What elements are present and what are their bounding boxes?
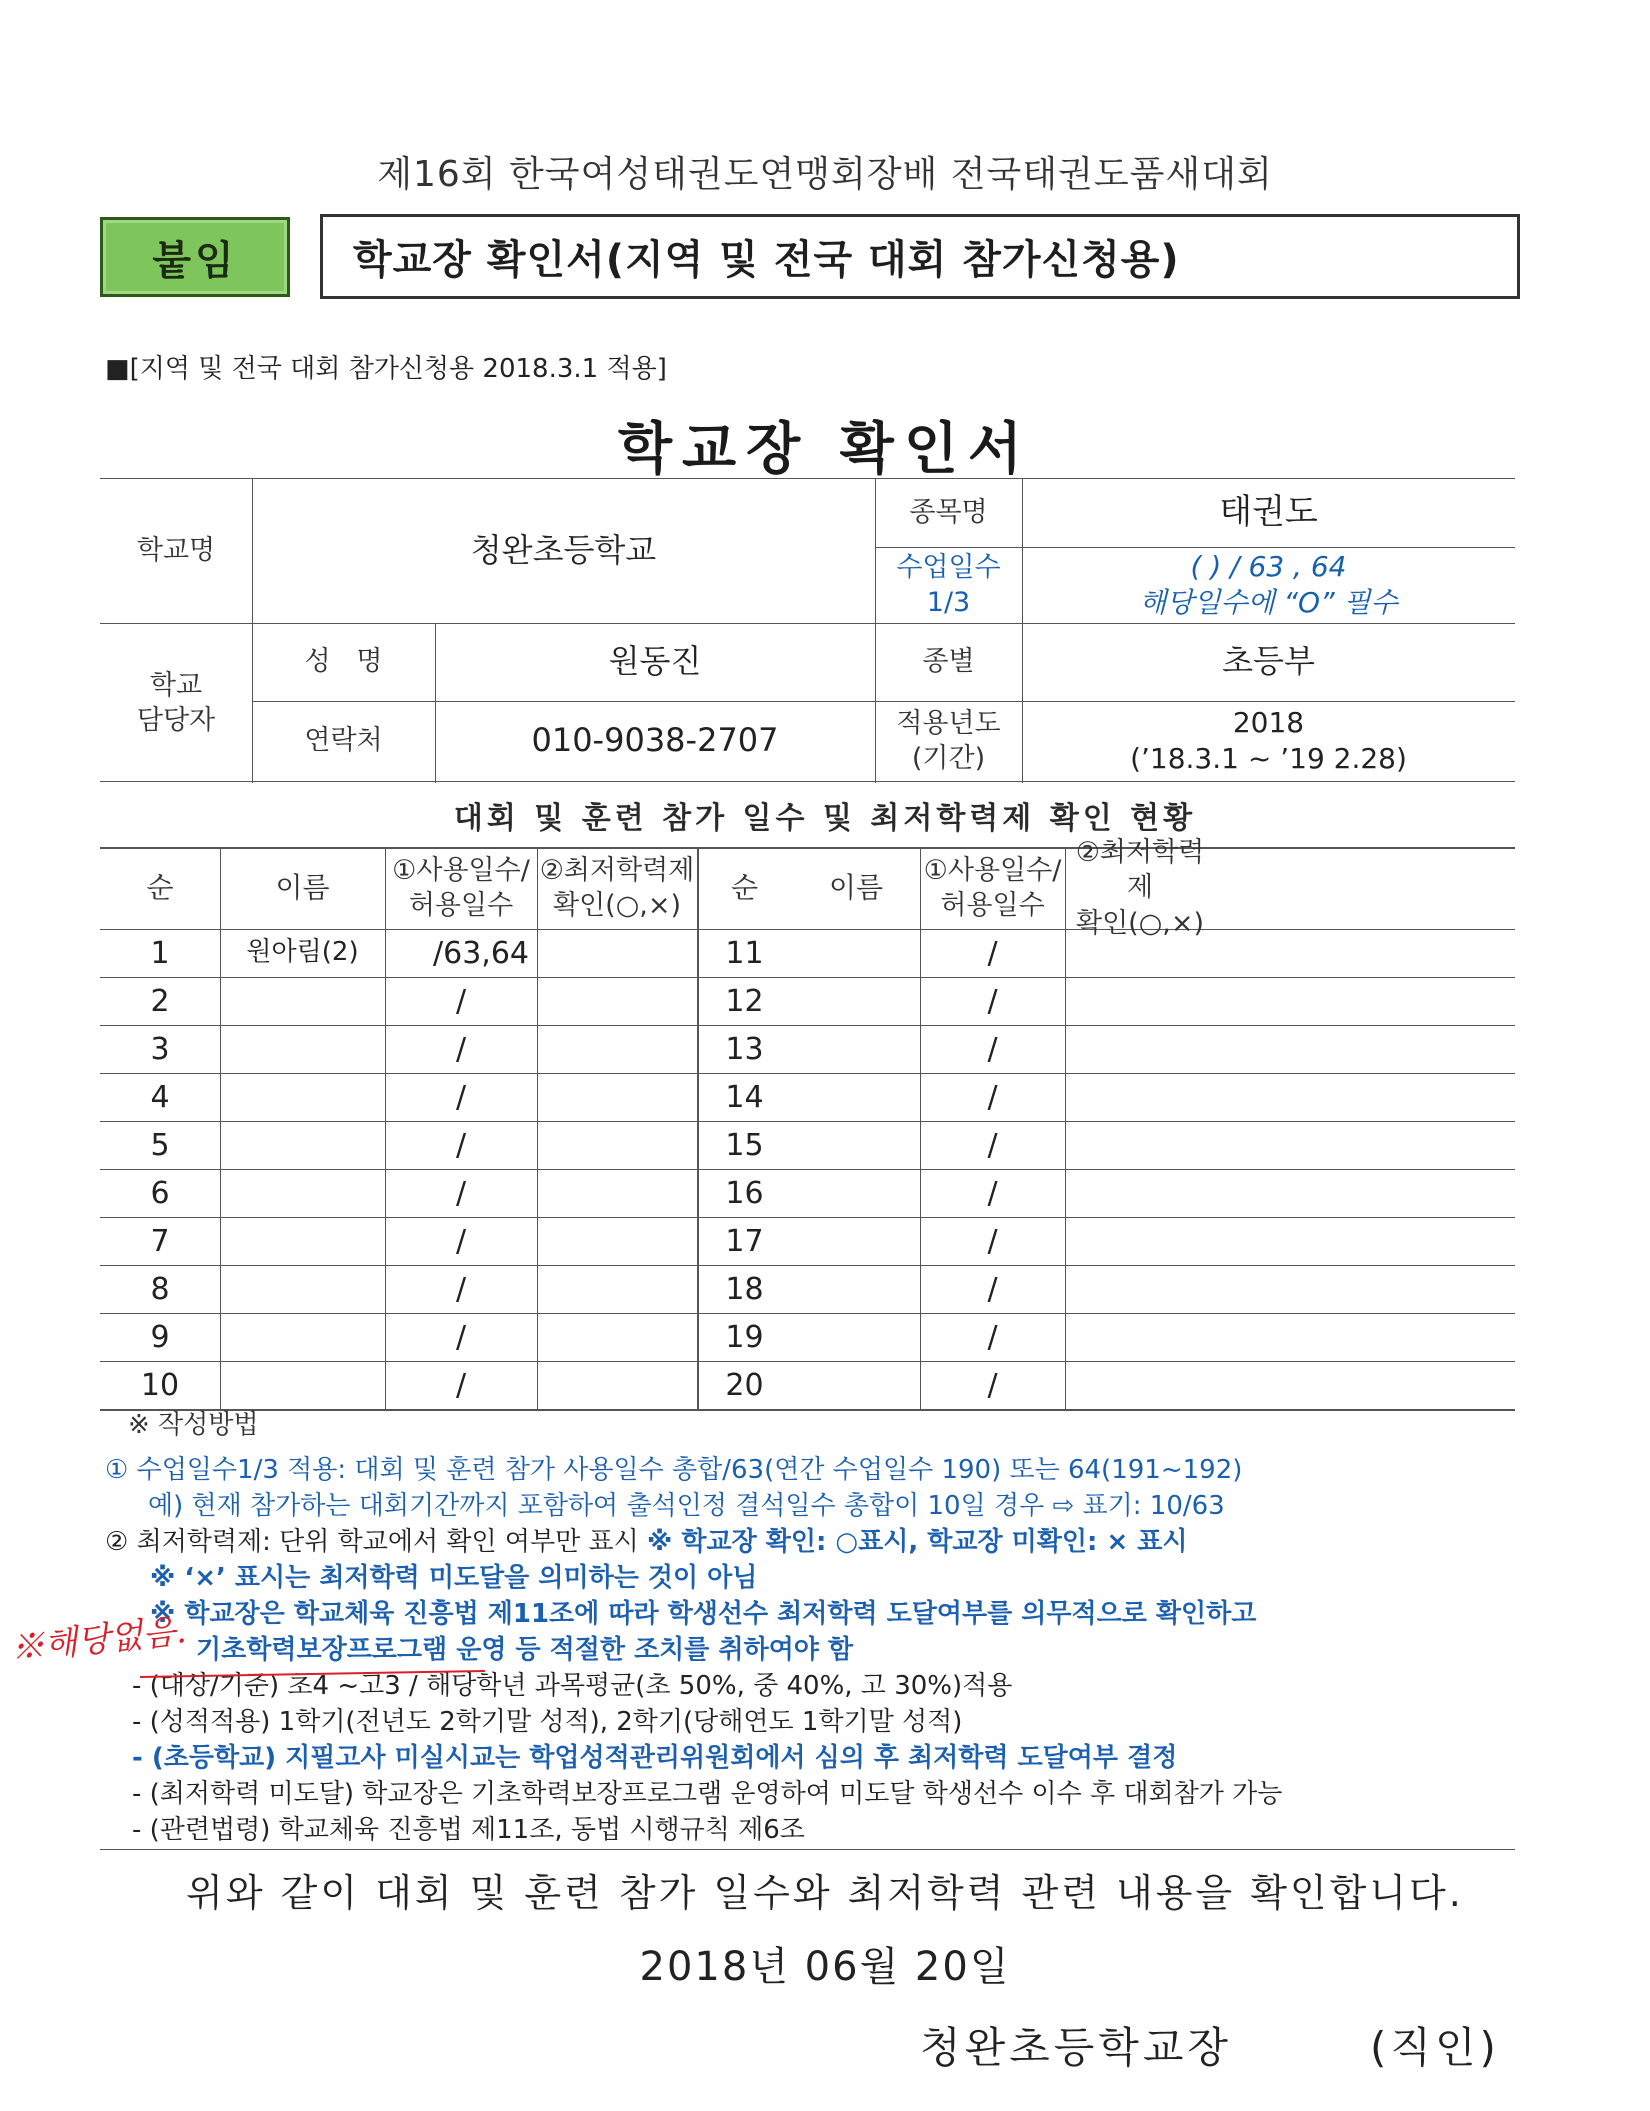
header-days-left-line1: ①사용일수/ — [392, 854, 530, 886]
right-row-4-no: 14 — [725, 1079, 764, 1115]
left-row-10-days: / — [455, 1367, 467, 1403]
detail-2: - (성적적용) 1학기(전년도 2학기말 성적), 2학기(당해연도 1학기말 성적) — [132, 1707, 963, 1737]
contact-label: 연락처 — [304, 725, 383, 757]
right-row-8-name — [792, 1265, 920, 1313]
left-row-10-check — [537, 1361, 697, 1409]
right-row-5-no: 15 — [725, 1127, 764, 1163]
left-row-8-no: 8 — [150, 1271, 170, 1307]
event-label: 종목명 — [909, 496, 988, 528]
right-row-2-no: 12 — [725, 983, 764, 1019]
year-label-line1: 적용년도 — [896, 707, 1001, 739]
left-row-4-days: / — [455, 1079, 467, 1115]
right-row-8-days: / — [987, 1271, 998, 1307]
detail-3: - (초등학교) 지필고사 미실시교는 학업성적관리위원회에서 심의 후 최저학력 도달여부 결정 — [132, 1743, 1178, 1773]
right-row-3-no: 13 — [725, 1031, 764, 1067]
left-row-4-no: 4 — [150, 1079, 170, 1115]
note-2a-prefix: ② 최저학력제: 단위 학교에서 확인 여부만 표시 — [105, 1527, 648, 1557]
year-label — [875, 701, 1022, 781]
right-row-7-name — [792, 1217, 920, 1265]
header-name-right: 이름 — [828, 870, 884, 904]
note-2c: ※ 학교장은 학교체육 진흥법 제11조에 따라 학생선수 최저학력 도달여부를 의무적으로 확인하고 — [150, 1599, 1257, 1629]
left-row-3-no: 3 — [150, 1031, 170, 1067]
right-row-7-days: / — [987, 1223, 998, 1259]
left-row-3-check — [537, 1025, 697, 1073]
right-row-7-no: 17 — [725, 1223, 764, 1259]
manager-label-line1: 학교 — [149, 669, 203, 701]
header-no-left: 순 — [146, 870, 174, 904]
contest-title: 제16회 한국여성태권도연맹회장배 전국태권도품새대회 — [377, 154, 1273, 195]
header-days-left-line2: 허용일수 — [408, 890, 514, 921]
note-2a-bold: ※ 학교장 확인: ○표시, 학교장 미확인: × 표시 — [647, 1527, 1188, 1557]
year-value-line1: 2018 — [1232, 705, 1305, 739]
right-row-9-days: / — [987, 1319, 998, 1355]
left-row-6-days: / — [455, 1175, 467, 1211]
right-row-2-name — [792, 977, 920, 1025]
right-row-3-check — [1065, 1025, 1215, 1073]
left-row-7-days: / — [455, 1223, 467, 1259]
right-row-1-no: 11 — [725, 935, 764, 971]
right-row-8-check — [1065, 1265, 1215, 1313]
left-row-4-check — [537, 1073, 697, 1121]
left-row-9-check — [537, 1313, 697, 1361]
left-row-8-name — [220, 1265, 385, 1313]
manager-label-line2: 담당자 — [136, 705, 216, 736]
manager-label — [100, 623, 252, 783]
document-title: 학교장 확인서 — [617, 417, 1033, 482]
left-row-4-name — [220, 1073, 385, 1121]
detail-5: - (관련법령) 학교체육 진흥법 제11조, 동법 시행규칙 제6조 — [132, 1815, 805, 1845]
note-2d: 기초학력보장프로그램 운영 등 적절한 조치를 취하여야 함 — [196, 1635, 854, 1665]
class-days-value-line2: 해당일수에 “O” 필수 — [1139, 586, 1398, 619]
header-no-right: 순 — [730, 870, 759, 904]
right-row-7-check — [1065, 1217, 1215, 1265]
right-row-5-name — [792, 1121, 920, 1169]
header-check-left — [537, 847, 697, 929]
right-row-6-check — [1065, 1169, 1215, 1217]
participants-table — [100, 837, 1515, 1410]
detail-4: - (최저학력 미도달) 학교장은 기초학력보장프로그램 운영하여 미도달 학생선수 이수 후 대회참가 가능 — [132, 1779, 1283, 1809]
left-row-1-days: /63,64 — [433, 935, 529, 971]
left-row-1-name: 원아림(2) — [246, 937, 359, 968]
right-row-9-name — [792, 1313, 920, 1361]
right-row-10-no: 20 — [725, 1367, 764, 1403]
left-row-5-days: / — [455, 1127, 467, 1163]
right-row-4-days: / — [987, 1079, 998, 1115]
right-row-3-name — [792, 1025, 920, 1073]
event-value: 태권도 — [1219, 492, 1318, 533]
right-row-2-days: / — [987, 983, 998, 1019]
left-row-2-no: 2 — [150, 983, 170, 1019]
right-row-4-check — [1065, 1073, 1215, 1121]
header-days-right-line2: 허용일수 — [940, 890, 1045, 921]
left-row-9-no: 9 — [150, 1319, 170, 1355]
class-days-value-line1: ( ) / 63 , 64 — [1190, 549, 1347, 583]
right-row-8-no: 18 — [725, 1271, 764, 1307]
right-row-5-days: / — [987, 1127, 998, 1163]
right-row-1-name — [792, 929, 920, 977]
notes-heading: ※ 작성방법 — [128, 1410, 259, 1440]
right-row-9-no: 19 — [725, 1319, 764, 1355]
header-check-left-line1: ②최저학력제 — [539, 854, 695, 886]
division-value: 초등부 — [1222, 642, 1315, 681]
left-row-7-no: 7 — [150, 1223, 170, 1259]
section-title: 대회 및 훈련 참가 일수 및 최저학력제 확인 현황 — [453, 801, 1197, 836]
right-row-2-check — [1065, 977, 1215, 1025]
left-row-10-name — [220, 1361, 385, 1409]
left-row-6-name — [220, 1169, 385, 1217]
class-days-label-line2: 1/3 — [926, 587, 971, 618]
header-name-left: 이름 — [275, 870, 330, 904]
class-days-label — [875, 547, 1022, 623]
school-name: 청완초등학교 — [470, 530, 657, 569]
info-table — [100, 478, 1515, 783]
right-row-10-name — [792, 1361, 920, 1409]
left-row-7-name — [220, 1217, 385, 1265]
left-row-10-no: 10 — [140, 1367, 180, 1403]
apply-note: ■[지역 및 전국 대회 참가신청용 2018.3.1 적용] — [105, 354, 667, 384]
header-check-right-line1: ②최저학력제 — [1075, 837, 1205, 904]
right-row-1-days: / — [987, 935, 998, 971]
handwritten-mark: ※해당없음. — [8, 1610, 189, 1670]
left-row-9-days: / — [455, 1319, 467, 1355]
right-row-3-days: / — [987, 1031, 998, 1067]
year-label-line2: (기간) — [911, 743, 986, 774]
left-row-9-name — [220, 1313, 385, 1361]
class-days-label-line1: 수업일수 — [896, 551, 1001, 583]
attachment-badge: 붙임 — [100, 217, 290, 297]
school-label: 학교명 — [136, 534, 216, 566]
header-check-right-line2: 확인(○,×) — [1076, 907, 1204, 939]
left-row-2-name — [220, 977, 385, 1025]
left-row-5-name — [220, 1121, 385, 1169]
header-days-right — [920, 847, 1065, 929]
left-row-2-check — [537, 977, 697, 1025]
year-value — [1022, 701, 1515, 781]
right-row-4-name — [792, 1073, 920, 1121]
detail-1: - (대상/기준) 초4 ~고3 / 해당학년 과목평균(초 50%, 중 40%, 고 30%)적용 — [132, 1671, 1013, 1701]
right-row-10-check — [1065, 1361, 1215, 1409]
left-row-1-check — [537, 929, 697, 977]
right-row-6-name — [792, 1169, 920, 1217]
confirm-date: 2018년 06월 20일 — [639, 1944, 1011, 1990]
year-value-line2: (’18.3.1 ~ ’19 2.28) — [1130, 742, 1407, 775]
header-check-right — [1065, 837, 1215, 939]
division-label: 종별 — [922, 646, 975, 678]
right-row-6-no: 16 — [725, 1175, 764, 1211]
left-row-8-check — [537, 1265, 697, 1313]
official-seal: (직인) — [1370, 2023, 1500, 2072]
name-value: 원동진 — [608, 642, 702, 681]
contact-value: 010-9038-2707 — [531, 721, 779, 760]
confirm-text: 위와 같이 대회 및 훈련 참가 일수와 최저학력 관련 내용을 확인합니다. — [186, 1871, 1464, 1915]
right-row-6-days: / — [987, 1175, 998, 1211]
header-title-box — [320, 214, 1520, 299]
left-row-3-name — [220, 1025, 385, 1073]
class-days-value — [1022, 547, 1515, 623]
left-row-5-no: 5 — [150, 1127, 170, 1163]
header-days-left — [385, 847, 537, 929]
left-row-6-check — [537, 1169, 697, 1217]
left-row-3-days: / — [455, 1031, 467, 1067]
principal-name: 청완초등학교장 — [920, 2023, 1233, 2072]
divider — [100, 1849, 1515, 1850]
left-row-5-check — [537, 1121, 697, 1169]
left-row-2-days: / — [455, 983, 467, 1019]
note-2b: ※ ‘×’ 표시는 최저학력 미도달을 의미하는 것이 아님 — [150, 1563, 758, 1593]
name-label: 성 명 — [304, 646, 383, 678]
left-row-7-check — [537, 1217, 697, 1265]
right-row-10-days: / — [987, 1367, 998, 1403]
right-row-9-check — [1065, 1313, 1215, 1361]
left-row-6-no: 6 — [150, 1175, 170, 1211]
right-row-5-check — [1065, 1121, 1215, 1169]
left-row-8-days: / — [455, 1271, 467, 1307]
left-row-1-no: 1 — [150, 935, 170, 971]
header-title: 학교장 확인서(지역 및 전국 대회 참가신청용) — [353, 237, 1180, 283]
header-check-left-line2: 확인(○,×) — [553, 890, 681, 921]
right-row-1-check — [1065, 929, 1215, 977]
note-2a — [105, 1525, 1188, 1560]
header-days-right-line1: ①사용일수/ — [923, 854, 1062, 886]
note-1b: 예) 현재 참가하는 대회기간까지 포함하여 출석인정 결석일수 총합이 10일 경우 ⇨ 표기: 10/63 — [148, 1491, 1225, 1521]
note-1a: ① 수업일수1/3 적용: 대회 및 훈련 참가 사용일수 총합/63(연간 수업일수 190) 또는 64(191~192) — [105, 1455, 1243, 1485]
